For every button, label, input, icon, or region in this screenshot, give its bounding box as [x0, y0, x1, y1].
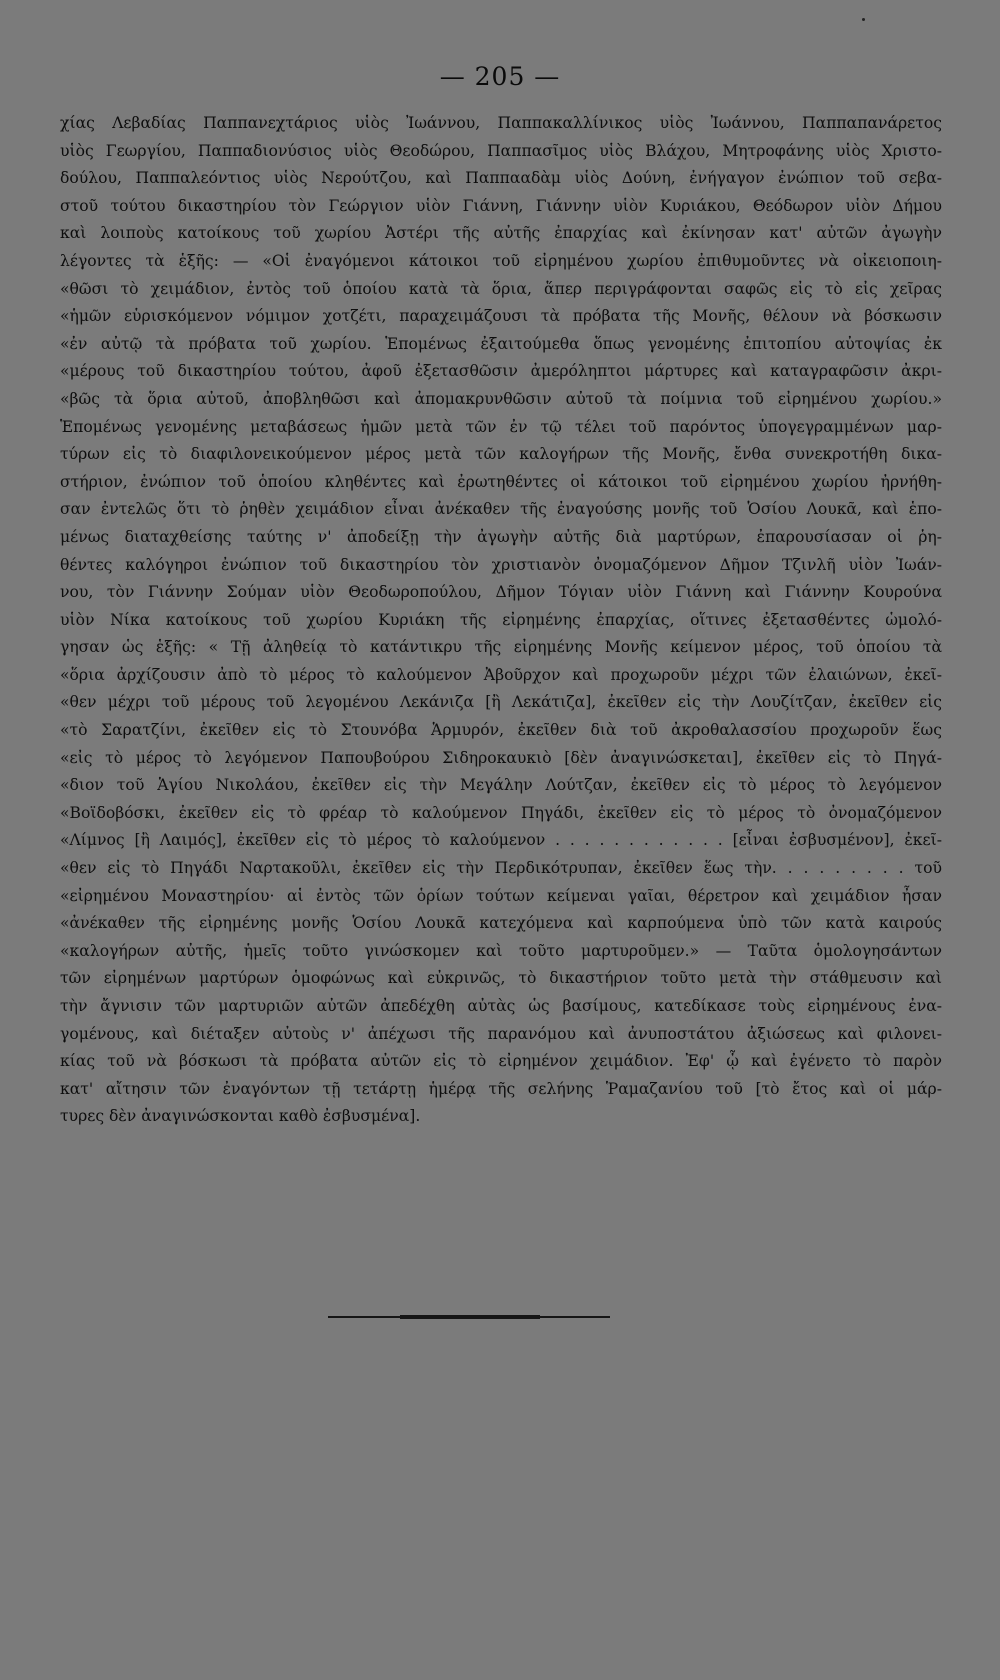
text-line: «εἰς τὸ μέρος τὸ λεγόμενον Παπουβούρου Σιδηροκαυκιὸ [δὲν ἀναγινώσκεται], ἐκεῖθεν εἰς τὸ Πηγά- [60, 748, 942, 767]
page-number: — 205 — [439, 62, 561, 91]
body-text [60, 110, 942, 1131]
text-line: «διον τοῦ Ἁγίου Νικολάου, ἐκεῖθεν εἰς τὴν Μεγάλην Λούτζαν, ἐκεῖθεν εἰς τὸ μέρος τὸ λεγόμενον [60, 776, 942, 795]
text-line: «μέρους τοῦ δικαστηρίου τούτου, ἀφοῦ ἐξετασθῶσιν ἀμερόληπτοι μάρτυρες καὶ καταγραφῶσιν ἀκρι- [60, 362, 942, 381]
text-line: «ἀνέκαθεν τῆς εἰρημένης μονῆς Ὁσίου Λουκᾶ κατεχόμενα καὶ καρπούμενα ὑπὸ τῶν κατὰ καιρούς [60, 914, 942, 933]
text-line: «θεν μέχρι τοῦ μέρους τοῦ λεγομένου Λεκάνιζα [ἢ Λεκάτιζα], ἐκεῖθεν εἰς τὴν Λουζίτζαν, ἐκεῖθεν εἰς [60, 693, 942, 712]
scan-speck [862, 18, 865, 21]
text-line: τῶν εἰρημένων μαρτύρων ὁμοφώνως καὶ εὐκρινῶς, τὸ δικαστήριον τοῦτο μετὰ τὴν στάθμευσιν καὶ [60, 969, 942, 988]
text-line: «βῶς τὰ ὅρια αὐτοῦ, ἀποβληθῶσι καὶ ἀπομακρυνθῶσιν αὐτοῦ τὰ ποίμνια τοῦ εἰρημένου χωρίου.» [60, 389, 942, 408]
text-line: «Βοϊδοβόσκι, ἐκεῖθεν εἰς τὸ φρέαρ τὸ καλούμενον Πηγάδι, ἐκεῖθεν εἰς τὸ μέρος τὸ ὀνομαζόμενον [60, 803, 942, 822]
text-line: σαν ἐντελῶς ὅτι τὸ ῥηθὲν χειμάδιον εἶναι ἀνέκαθεν τῆς ἐναγούσης μονῆς τοῦ Ὁσίου Λουκᾶ, καὶ ἑπο- [60, 500, 942, 519]
text-line: υἱὸν Νίκα κατοίκους τοῦ χωρίου Κυριάκη τῆς εἰρημένης ἐπαρχίας, οἵτινες ἐξετασθέντες ὡμολό- [60, 610, 942, 629]
text-line: στήριον, ἐνώπιον τοῦ ὁποίου κληθέντες καὶ ἐρωτηθέντες οἱ κάτοικοι τοῦ εἰρημένου χωρίου ἠρνήθη- [60, 472, 942, 491]
text-line: κίας τοῦ νὰ βόσκωσι τὰ πρόβατα αὐτῶν εἰς τὸ εἰρημένον χειμάδιον. Ἐφ' ᾧ καὶ ἐγένετο τὸ παρὸν [60, 1052, 942, 1071]
text-line: «ὅρια ἀρχίζουσιν ἀπὸ τὸ μέρος τὸ καλούμενον Ἀβοῦρχον καὶ προχωροῦν μέχρι τῶν ἐλαιώνων, ἐκεῖ- [60, 665, 942, 684]
text-line: «ἐν αὐτῷ τὰ πρόβατα τοῦ χωρίου. Ἑπομένως ἐξαιτούμεθα ὅπως γενομένης ἐπιτοπίου αὐτοψίας ἐκ [60, 334, 942, 353]
text-line: «θεν εἰς τὸ Πηγάδι Ναρτακοῦλι, ἐκεῖθεν εἰς τὴν Περδικότρυπαν, ἐκεῖθεν ἕως τὴν. . . . . . . . . τοῦ [60, 859, 942, 878]
text-line: Ἑπομένως γενομένης μεταβάσεως ἡμῶν μετὰ τῶν ἐν τῷ τέλει τοῦ παρόντος ὑπογεγραμμένων μαρ- [60, 417, 942, 436]
text-line: λέγοντες τὰ ἑξῆς: — «Οἱ ἐναγόμενοι κάτοικοι τοῦ εἰρημένου χωρίου ἐπιθυμοῦντες νὰ οἰκειοποιη- [60, 251, 942, 270]
text-line: «Λίμνος [ἢ Λαιμός], ἐκεῖθεν εἰς τὸ μέρος τὸ καλούμενον . . . . . . . . . . . . [εἶναι ἐσβυσμένον], ἐκεῖ- [60, 831, 942, 850]
text-line: χίας Λεβαδίας Παππανεχτάριος υἱὸς Ἰωάννου, Παππακαλλίνικος υἱὸς Ἰωάννου, Παππαπανάρετος [60, 114, 942, 132]
text-line: υἱὸς Γεωργίου, Παππαδιονύσιος υἱὸς Θεοδώρου, Παππασῖμος υἱὸς Βλάχου, Μητροφάνης υἱὸς Χριστο- [60, 141, 942, 160]
text-line: μένως διαταχθείσης ταύτης ν' ἀποδείξῃ τὴν ἀγωγὴν αὐτῆς διὰ μαρτύρων, ἐπαρουσίασαν οἱ ῥη- [60, 527, 942, 546]
text-line: κατ' αἴτησιν τῶν ἐναγόντων τῇ τετάρτῃ ἡμέρᾳ τῆς σελήνης Ῥαμαζανίου τοῦ [τὸ ἔτος καὶ οἱ μάρ- [60, 1079, 942, 1098]
end-rule-ornament [400, 1315, 540, 1319]
text-line-last: τυρες δὲν ἀναγινώσκονται καθὸ ἐσβυσμένα]. [60, 1107, 421, 1126]
text-line: γησαν ὡς ἑξῆς: « Τῇ ἀληθείᾳ τὸ κατάντικρυ τῆς εἰρημένης Μονῆς κείμενον μέρος, τοῦ ὁποίου τὰ [60, 638, 942, 657]
text-line: νου, τὸν Γιάννην Σούμαν υἱὸν Θεοδωροπούλου, Δῆμον Τόγιαν υἱὸν Γιάννη καὶ Γιάννην Κουρούνα [60, 583, 942, 602]
text-line: θέντες καλόγηροι ἐνώπιον τοῦ δικαστηρίου τὸν χριστιανὸν ὀνομαζόμενον Δῆμον Τζινλῆ υἱὸν Ἰωάν- [60, 555, 942, 574]
text-line: «εἰρημένου Μοναστηρίου· αἱ ἐντὸς τῶν ὁρίων τούτων κείμεναι γαῖαι, θέρετρον καὶ χειμάδιον ἦσαν [60, 886, 942, 905]
text-line: τὴν ἄγνισιν τῶν μαρτυριῶν αὐτῶν ἀπεδέχθη αὐτὰς ὡς βασίμους, κατεδίκασε τοὺς εἰρημένους ἐνα- [60, 997, 942, 1015]
text-line: δούλου, Παππαλεόντιος υἱὸς Νερούτζου, καὶ Παππααδὰμ υἱὸς Δούνη, ἐνήγαγον ἐνώπιον τοῦ σεβα- [60, 169, 942, 188]
text-line: «θῶσι τὸ χειμάδιον, ἐντὸς τοῦ ὁποίου κατὰ τὰ ὅρια, ἅπερ περιγράφονται σαφῶς εἰς τὸ εἰς χεῖρας [60, 279, 942, 298]
text-line: καὶ λοιποὺς κατοίκους τοῦ χωρίου Ἀστέρι τῆς αὐτῆς ἐπαρχίας καὶ ἐκίνησαν κατ' αὐτῶν ἀγωγὴν [60, 224, 942, 243]
text-line: γομένους, καὶ διέταξεν αὐτοὺς ν' ἀπέχωσι τῆς παρανόμου καὶ ἀνυποστάτου ἀξιώσεως καὶ φιλονει- [60, 1024, 942, 1043]
text-line: «ἡμῶν εὑρισκόμενον νόμιμον χοτζέτι, παραχειμάζουσι τὰ πρόβατα τῆς Μονῆς, θέλουν νὰ βόσκωσιν [60, 307, 942, 326]
text-line: τύρων εἰς τὸ διαφιλονεικούμενον μέρος μετὰ τῶν καλογήρων τῆς Μονῆς, ἔνθα συνεκροτήθη δικα- [60, 445, 942, 464]
text-line: «καλογήρων αὐτῆς, ἡμεῖς τοῦτο γινώσκομεν καὶ τοῦτο μαρτυροῦμεν.» — Ταῦτα ὁμολογησάντων [60, 941, 942, 960]
text-line: στοῦ τούτου δικαστηρίου τὸν Γεώργιον υἱὸν Γιάννη, Γιάννην υἱὸν Κυριάκου, Θεόδωρον υἱὸν Δήμου [60, 196, 942, 215]
text-line: «τὸ Σαρατζίνι, ἐκεῖθεν εἰς τὸ Στουνόβα Ἁρμυρόν, ἐκεῖθεν διὰ τοῦ ἀκροθαλασσίου προχωροῦν ἕως [60, 721, 942, 740]
